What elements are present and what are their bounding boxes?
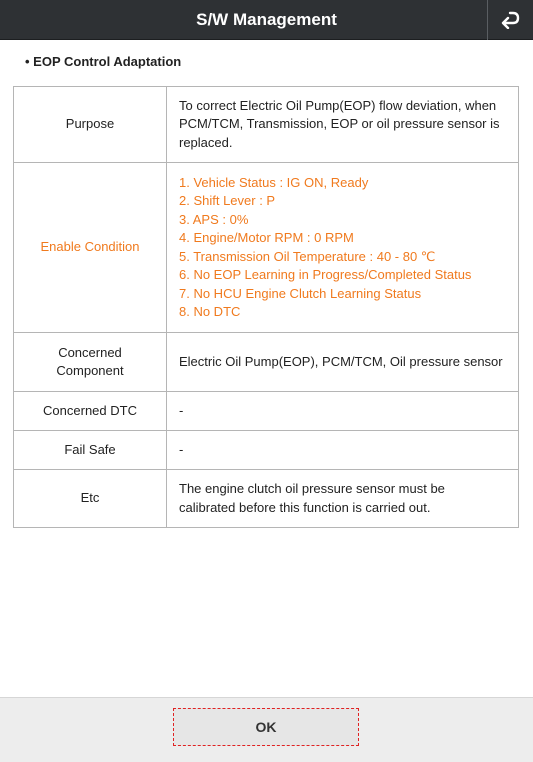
purpose-line: To correct Electric Oil Pump(EOP) flow deviation, when <box>179 97 497 113</box>
etc-line: calibrated before this function is carried out. <box>179 499 431 515</box>
condition-line: 2. Shift Lever : P <box>179 193 276 208</box>
concerned-component-label: Concerned <box>58 344 122 360</box>
row-label-etc <box>14 470 167 528</box>
table-row-fail-safe <box>14 431 519 470</box>
purpose-line: replaced. <box>179 134 233 150</box>
table-row-concerned-dtc <box>14 392 519 431</box>
concerned-dtc-label: Concerned DTC <box>43 402 137 418</box>
row-label-purpose <box>14 87 167 163</box>
component-line: Electric Oil Pump(EOP), PCM/TCM, Oil pressure sensor <box>179 353 503 369</box>
row-value-enable-condition <box>167 163 519 333</box>
purpose-line: PCM/TCM, Transmission, EOP or oil pressure sensor is <box>179 116 500 132</box>
section-title: • EOP Control Adaptation <box>25 54 182 69</box>
fail-safe-label: Fail Safe <box>64 441 116 457</box>
ok-button[interactable]: OK <box>173 708 359 746</box>
table-row-purpose <box>14 87 519 163</box>
condition-line: 5. Transmission Oil Temperature : 40 - 80 ℃ <box>179 248 436 264</box>
row-label-fail-safe <box>14 431 167 470</box>
condition-line: 1. Vehicle Status : IG ON, Ready <box>179 174 369 190</box>
row-value-concerned-dtc <box>167 392 519 431</box>
page-title: S/W Management <box>196 10 337 29</box>
concerned-component-label: Component <box>56 363 124 378</box>
row-value-fail-safe <box>167 431 519 470</box>
table-row-concerned-component <box>14 333 519 392</box>
row-label-concerned-component <box>14 333 167 392</box>
condition-line: 8. No DTC <box>179 304 241 319</box>
return-arrow-icon <box>501 11 521 29</box>
row-value-purpose <box>167 87 519 163</box>
row-label-enable-condition <box>14 163 167 333</box>
table-row-etc <box>14 470 519 528</box>
condition-line: 3. APS : 0% <box>179 211 249 227</box>
row-value-etc <box>167 470 519 528</box>
table-row-enable-condition <box>14 163 519 333</box>
title-bar <box>0 0 533 40</box>
condition-line: 4. Engine/Motor RPM : 0 RPM <box>179 230 354 245</box>
purpose-label: Purpose <box>65 116 115 132</box>
dtc-value: - <box>179 402 184 418</box>
row-label-concerned-dtc <box>14 392 167 431</box>
info-table <box>13 86 519 528</box>
condition-line: 6. No EOP Learning in Progress/Completed Status <box>179 267 472 282</box>
row-value-concerned-component <box>167 333 519 392</box>
back-button[interactable] <box>487 0 533 40</box>
etc-line: The engine clutch oil pressure sensor must be <box>179 481 445 496</box>
condition-line: 7. No HCU Engine Clutch Learning Status <box>179 285 422 301</box>
enable-condition-label: Enable Condition <box>40 239 140 255</box>
fail-safe-value: - <box>179 441 184 457</box>
etc-label: Etc <box>80 490 100 506</box>
